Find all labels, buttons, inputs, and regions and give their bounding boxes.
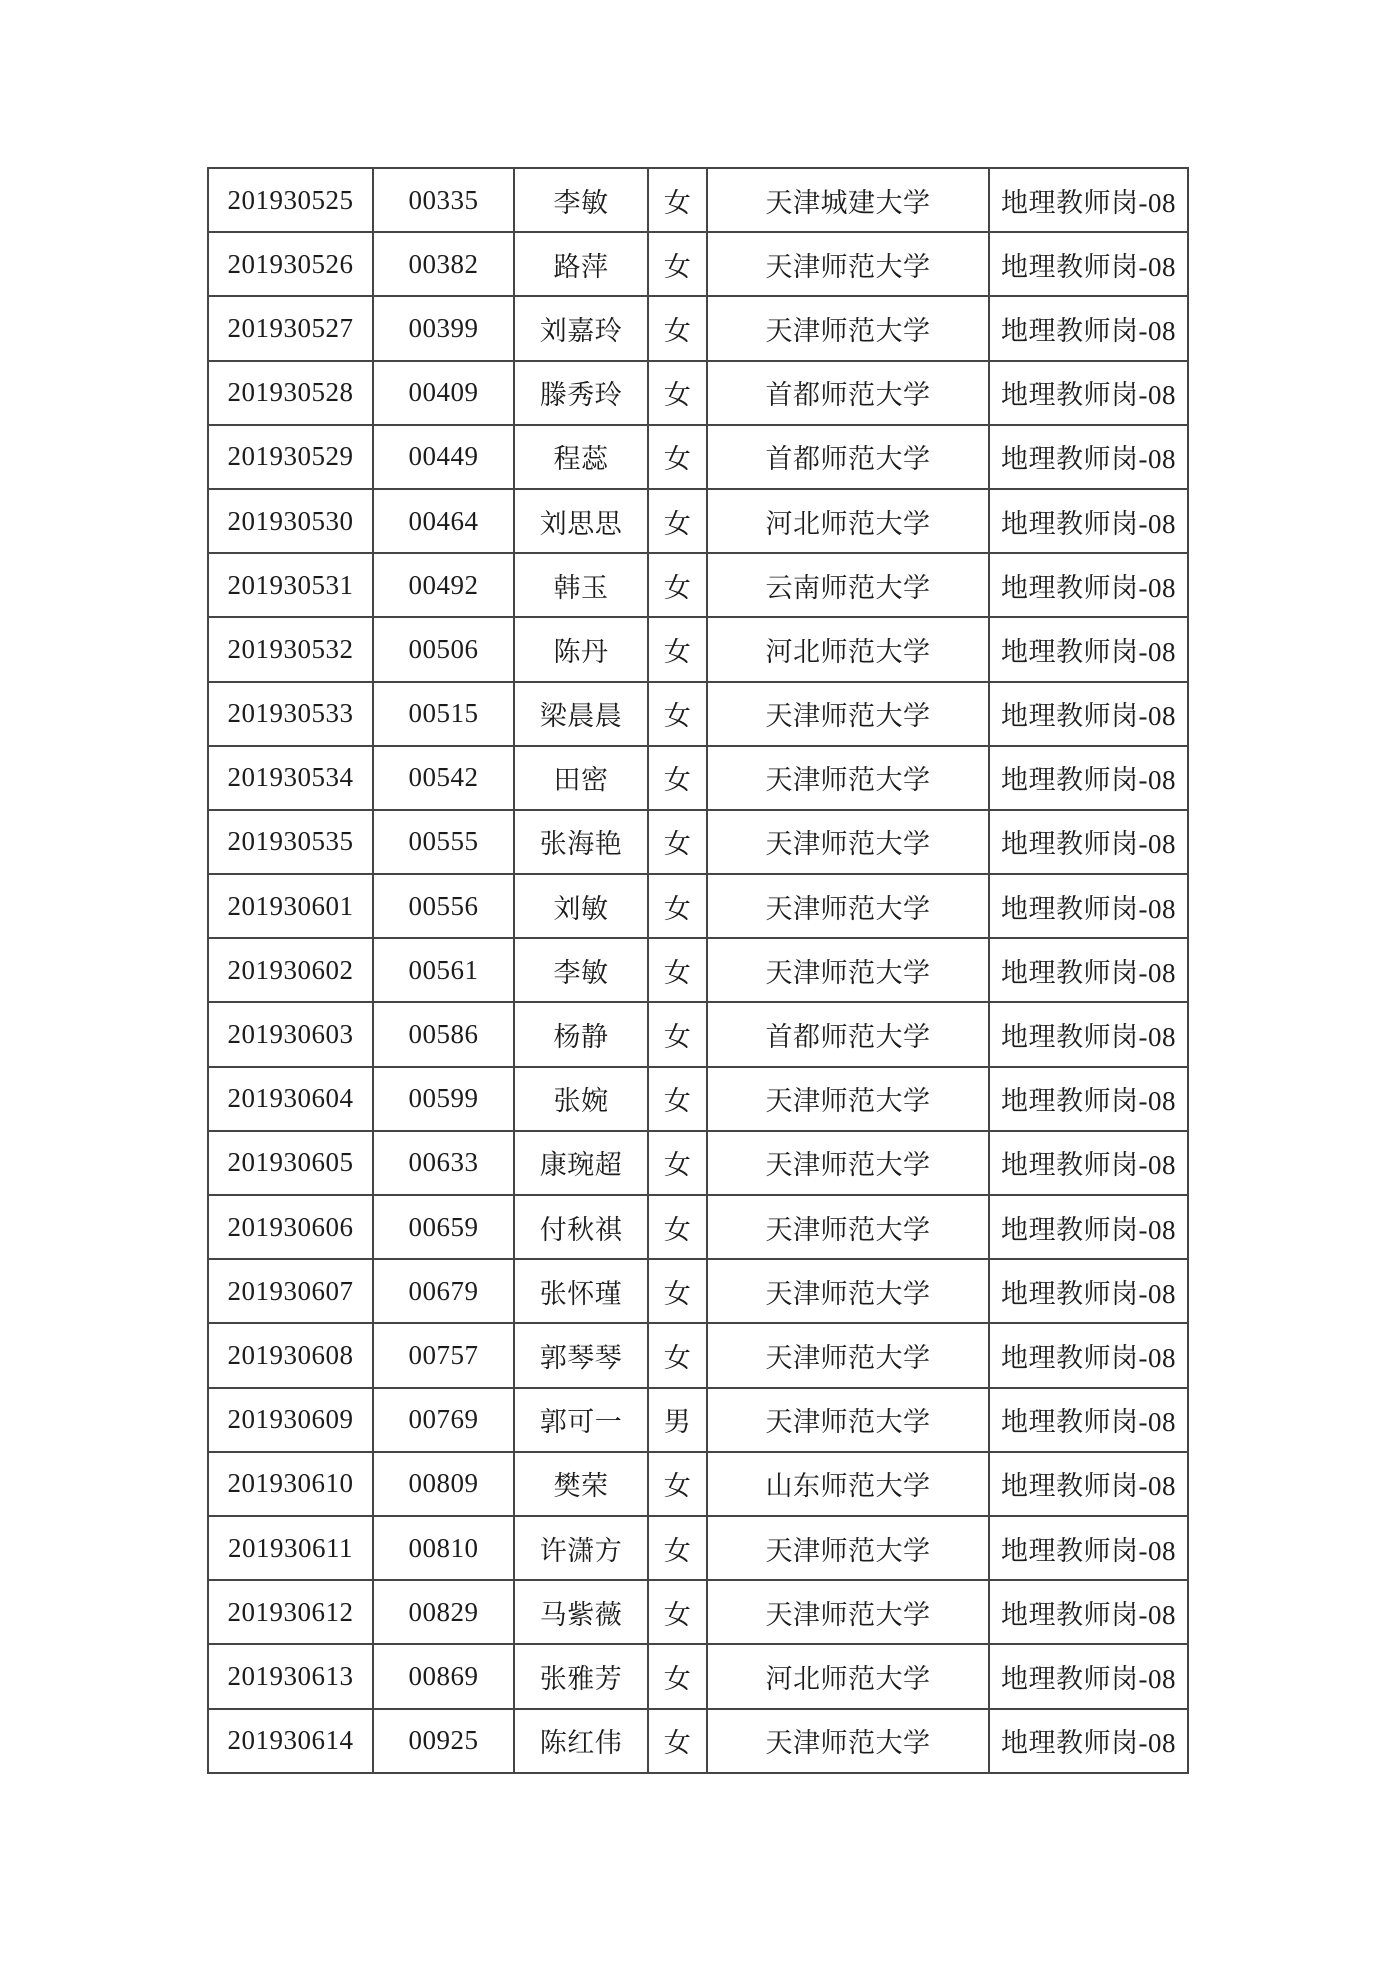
- table-cell-gender: 女: [648, 425, 707, 489]
- table-cell-position: 地理教师岗-08: [989, 1131, 1188, 1195]
- table-cell-name: 路萍: [514, 232, 648, 296]
- table-cell-university: 首都师范大学: [707, 425, 989, 489]
- table-row: [208, 746, 1188, 810]
- table-row: [208, 168, 1188, 232]
- table-cell-gender: 女: [648, 1452, 707, 1516]
- table-cell-gender: 女: [648, 1516, 707, 1580]
- table-cell-seat_code: 00399: [373, 296, 514, 360]
- table-cell-exam_id: 201930608: [208, 1323, 373, 1387]
- table-cell-university: 河北师范大学: [707, 1644, 989, 1708]
- table-cell-name: 滕秀玲: [514, 361, 648, 425]
- table-cell-university: 天津师范大学: [707, 874, 989, 938]
- table-cell-gender: 女: [648, 1323, 707, 1387]
- table-cell-exam_id: 201930609: [208, 1388, 373, 1452]
- table-cell-seat_code: 00757: [373, 1323, 514, 1387]
- table-row: [208, 1131, 1188, 1195]
- table-cell-position: 地理教师岗-08: [989, 553, 1188, 617]
- table-cell-seat_code: 00555: [373, 810, 514, 874]
- table-row: [208, 1323, 1188, 1387]
- table-cell-university: 河北师范大学: [707, 617, 989, 681]
- table-row: [208, 232, 1188, 296]
- table-cell-position: 地理教师岗-08: [989, 168, 1188, 232]
- table-cell-seat_code: 00382: [373, 232, 514, 296]
- table-row: [208, 553, 1188, 617]
- table-cell-name: 程蕊: [514, 425, 648, 489]
- table-cell-exam_id: 201930528: [208, 361, 373, 425]
- table-cell-university: 天津城建大学: [707, 168, 989, 232]
- table-cell-seat_code: 00599: [373, 1067, 514, 1131]
- table-row: [208, 1388, 1188, 1452]
- table-cell-name: 康琬超: [514, 1131, 648, 1195]
- table-row: [208, 810, 1188, 874]
- table-cell-exam_id: 201930530: [208, 489, 373, 553]
- table-cell-exam_id: 201930611: [208, 1516, 373, 1580]
- table-cell-exam_id: 201930613: [208, 1644, 373, 1708]
- table-cell-name: 张怀瑾: [514, 1259, 648, 1323]
- table-cell-seat_code: 00464: [373, 489, 514, 553]
- table-cell-seat_code: 00506: [373, 617, 514, 681]
- table-cell-seat_code: 00769: [373, 1388, 514, 1452]
- table-cell-gender: 女: [648, 1709, 707, 1773]
- table-cell-university: 首都师范大学: [707, 361, 989, 425]
- table-cell-position: 地理教师岗-08: [989, 1644, 1188, 1708]
- table-cell-name: 樊荣: [514, 1452, 648, 1516]
- table-cell-university: 首都师范大学: [707, 1002, 989, 1066]
- table-cell-university: 天津师范大学: [707, 1259, 989, 1323]
- table-cell-gender: 女: [648, 1067, 707, 1131]
- table-row: [208, 1644, 1188, 1708]
- table-cell-exam_id: 201930606: [208, 1195, 373, 1259]
- table-cell-seat_code: 00809: [373, 1452, 514, 1516]
- table-cell-gender: 女: [648, 296, 707, 360]
- candidate-roster-table: [207, 167, 1189, 1774]
- table-row: [208, 425, 1188, 489]
- table-cell-position: 地理教师岗-08: [989, 1195, 1188, 1259]
- table-cell-gender: 女: [648, 232, 707, 296]
- table-row: [208, 489, 1188, 553]
- table-cell-university: 天津师范大学: [707, 1580, 989, 1644]
- table-cell-name: 刘嘉玲: [514, 296, 648, 360]
- table-cell-gender: 女: [648, 938, 707, 1002]
- table-cell-university: 河北师范大学: [707, 489, 989, 553]
- table-cell-position: 地理教师岗-08: [989, 425, 1188, 489]
- table-cell-university: 天津师范大学: [707, 746, 989, 810]
- table-cell-position: 地理教师岗-08: [989, 617, 1188, 681]
- table-cell-seat_code: 00633: [373, 1131, 514, 1195]
- table-cell-position: 地理教师岗-08: [989, 874, 1188, 938]
- table-cell-exam_id: 201930535: [208, 810, 373, 874]
- table-cell-exam_id: 201930602: [208, 938, 373, 1002]
- table-cell-gender: 女: [648, 746, 707, 810]
- table-cell-seat_code: 00335: [373, 168, 514, 232]
- table-cell-seat_code: 00810: [373, 1516, 514, 1580]
- table-cell-exam_id: 201930532: [208, 617, 373, 681]
- table-cell-exam_id: 201930529: [208, 425, 373, 489]
- table-cell-exam_id: 201930605: [208, 1131, 373, 1195]
- table-row: [208, 874, 1188, 938]
- table-cell-position: 地理教师岗-08: [989, 682, 1188, 746]
- table-cell-exam_id: 201930614: [208, 1709, 373, 1773]
- table-cell-name: 许潇方: [514, 1516, 648, 1580]
- table-cell-name: 陈红伟: [514, 1709, 648, 1773]
- table-cell-seat_code: 00925: [373, 1709, 514, 1773]
- table-cell-seat_code: 00561: [373, 938, 514, 1002]
- table-cell-name: 马紫薇: [514, 1580, 648, 1644]
- table-cell-gender: 男: [648, 1388, 707, 1452]
- table-cell-position: 地理教师岗-08: [989, 938, 1188, 1002]
- table-row: [208, 1002, 1188, 1066]
- table-cell-position: 地理教师岗-08: [989, 1709, 1188, 1773]
- table-cell-exam_id: 201930527: [208, 296, 373, 360]
- table-cell-exam_id: 201930525: [208, 168, 373, 232]
- table-cell-exam_id: 201930534: [208, 746, 373, 810]
- table-cell-name: 张海艳: [514, 810, 648, 874]
- table-cell-name: 梁晨晨: [514, 682, 648, 746]
- table-cell-gender: 女: [648, 1644, 707, 1708]
- table-cell-seat_code: 00829: [373, 1580, 514, 1644]
- table-cell-position: 地理教师岗-08: [989, 746, 1188, 810]
- table-row: [208, 617, 1188, 681]
- table-cell-university: 天津师范大学: [707, 1516, 989, 1580]
- table-cell-exam_id: 201930531: [208, 553, 373, 617]
- table-cell-exam_id: 201930526: [208, 232, 373, 296]
- table-cell-exam_id: 201930533: [208, 682, 373, 746]
- table-cell-position: 地理教师岗-08: [989, 810, 1188, 874]
- table-cell-name: 付秋祺: [514, 1195, 648, 1259]
- table-cell-seat_code: 00556: [373, 874, 514, 938]
- table-cell-seat_code: 00586: [373, 1002, 514, 1066]
- table-cell-gender: 女: [648, 682, 707, 746]
- table-cell-position: 地理教师岗-08: [989, 1516, 1188, 1580]
- table-cell-name: 田密: [514, 746, 648, 810]
- table-cell-name: 刘思思: [514, 489, 648, 553]
- table-cell-name: 陈丹: [514, 617, 648, 681]
- table-cell-name: 刘敏: [514, 874, 648, 938]
- table-cell-exam_id: 201930612: [208, 1580, 373, 1644]
- table-cell-position: 地理教师岗-08: [989, 1002, 1188, 1066]
- table-cell-exam_id: 201930604: [208, 1067, 373, 1131]
- table-cell-gender: 女: [648, 168, 707, 232]
- table-cell-gender: 女: [648, 1002, 707, 1066]
- table-cell-name: 韩玉: [514, 553, 648, 617]
- table-cell-seat_code: 00679: [373, 1259, 514, 1323]
- table-cell-position: 地理教师岗-08: [989, 1388, 1188, 1452]
- table-cell-exam_id: 201930601: [208, 874, 373, 938]
- table-cell-position: 地理教师岗-08: [989, 489, 1188, 553]
- table-cell-exam_id: 201930607: [208, 1259, 373, 1323]
- table-cell-seat_code: 00409: [373, 361, 514, 425]
- table-cell-name: 李敏: [514, 938, 648, 1002]
- table-cell-university: 山东师范大学: [707, 1452, 989, 1516]
- table-cell-gender: 女: [648, 553, 707, 617]
- table-cell-university: 天津师范大学: [707, 682, 989, 746]
- table-cell-university: 天津师范大学: [707, 1195, 989, 1259]
- table-cell-position: 地理教师岗-08: [989, 1323, 1188, 1387]
- table-cell-position: 地理教师岗-08: [989, 1580, 1188, 1644]
- table-cell-gender: 女: [648, 1195, 707, 1259]
- table-row: [208, 1195, 1188, 1259]
- table-cell-seat_code: 00492: [373, 553, 514, 617]
- table-cell-position: 地理教师岗-08: [989, 1452, 1188, 1516]
- table-cell-name: 张婉: [514, 1067, 648, 1131]
- table-cell-seat_code: 00515: [373, 682, 514, 746]
- table-cell-position: 地理教师岗-08: [989, 361, 1188, 425]
- table-cell-seat_code: 00869: [373, 1644, 514, 1708]
- table-cell-university: 天津师范大学: [707, 1388, 989, 1452]
- table-cell-gender: 女: [648, 810, 707, 874]
- table-row: [208, 361, 1188, 425]
- table-row: [208, 1580, 1188, 1644]
- table-cell-university: 天津师范大学: [707, 296, 989, 360]
- table-row: [208, 1452, 1188, 1516]
- table-cell-university: 云南师范大学: [707, 553, 989, 617]
- table-cell-position: 地理教师岗-08: [989, 1067, 1188, 1131]
- table-cell-university: 天津师范大学: [707, 1067, 989, 1131]
- table-cell-seat_code: 00542: [373, 746, 514, 810]
- table-cell-position: 地理教师岗-08: [989, 232, 1188, 296]
- table-cell-name: 郭可一: [514, 1388, 648, 1452]
- table-row: [208, 296, 1188, 360]
- table-cell-exam_id: 201930603: [208, 1002, 373, 1066]
- table-cell-name: 杨静: [514, 1002, 648, 1066]
- table-row: [208, 1259, 1188, 1323]
- table-cell-name: 郭琴琴: [514, 1323, 648, 1387]
- table-cell-university: 天津师范大学: [707, 938, 989, 1002]
- table-cell-university: 天津师范大学: [707, 1131, 989, 1195]
- table-cell-gender: 女: [648, 361, 707, 425]
- table-cell-position: 地理教师岗-08: [989, 1259, 1188, 1323]
- table-cell-university: 天津师范大学: [707, 810, 989, 874]
- table-cell-gender: 女: [648, 874, 707, 938]
- table-cell-gender: 女: [648, 1259, 707, 1323]
- table-row: [208, 938, 1188, 1002]
- table-cell-gender: 女: [648, 617, 707, 681]
- table-row: [208, 1067, 1188, 1131]
- table-cell-seat_code: 00659: [373, 1195, 514, 1259]
- table-row: [208, 1516, 1188, 1580]
- table-cell-gender: 女: [648, 1131, 707, 1195]
- table-cell-position: 地理教师岗-08: [989, 296, 1188, 360]
- table-cell-university: 天津师范大学: [707, 1323, 989, 1387]
- table-cell-university: 天津师范大学: [707, 232, 989, 296]
- table-row: [208, 1709, 1188, 1773]
- table-cell-name: 李敏: [514, 168, 648, 232]
- table-cell-gender: 女: [648, 489, 707, 553]
- table-cell-seat_code: 00449: [373, 425, 514, 489]
- table-cell-exam_id: 201930610: [208, 1452, 373, 1516]
- table-row: [208, 682, 1188, 746]
- table-cell-gender: 女: [648, 1580, 707, 1644]
- table-cell-university: 天津师范大学: [707, 1709, 989, 1773]
- table-cell-name: 张雅芳: [514, 1644, 648, 1708]
